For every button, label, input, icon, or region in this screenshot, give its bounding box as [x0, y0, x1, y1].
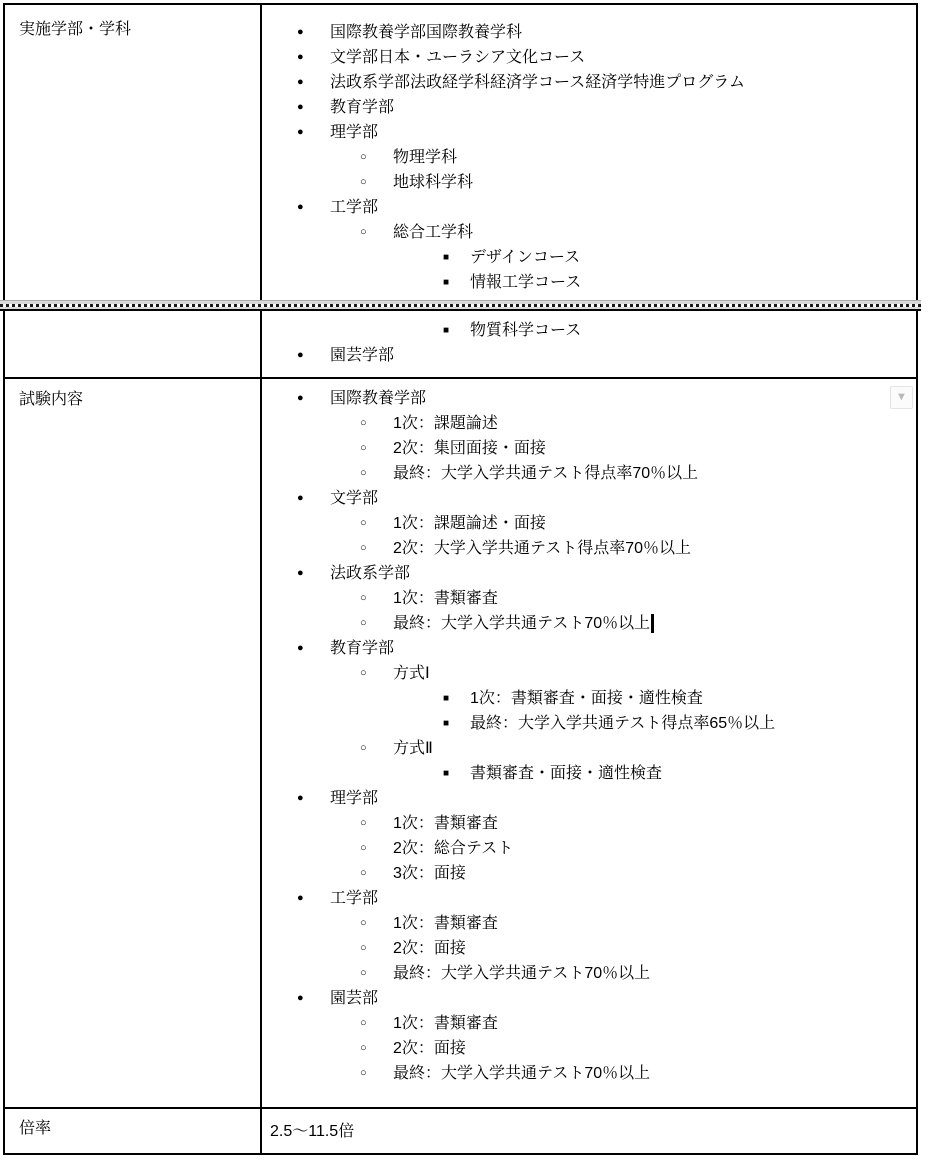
list-item-text: 2次：面接	[393, 940, 466, 957]
list-item[interactable]	[262, 786, 916, 811]
row-content-cell[interactable]	[262, 1109, 916, 1153]
list-item[interactable]	[262, 911, 916, 936]
list-item-text: 法政系学部	[330, 565, 411, 582]
bulleted-list	[262, 311, 916, 368]
bullet-icon: ○	[360, 417, 367, 429]
list-item-text: 工学部	[330, 199, 379, 216]
list-item[interactable]	[262, 461, 916, 486]
list-item[interactable]	[262, 761, 916, 786]
bullet-icon: ●	[297, 26, 304, 38]
list-item[interactable]	[262, 318, 916, 343]
list-item[interactable]	[262, 270, 916, 295]
list-item-text: 1次：書類審査	[393, 915, 498, 932]
dropdown-button[interactable]	[890, 386, 913, 409]
list-item-text: 2次：面接	[393, 1040, 466, 1057]
list-item[interactable]	[262, 386, 916, 411]
list-item-text: 1次：書類審査	[393, 590, 498, 607]
bullet-icon: ○	[360, 592, 367, 604]
row-header-cell-empty[interactable]	[5, 311, 262, 377]
ratio-value: 2.5〜11.5倍	[270, 1123, 355, 1140]
list-item-text: 理学部	[330, 790, 379, 807]
list-item-text: 文学部	[330, 490, 379, 507]
bullet-icon: ●	[297, 992, 304, 1004]
bullet-icon: ○	[360, 151, 367, 163]
list-item-text: 最終：大学入学共通テスト70％以上	[393, 615, 651, 632]
list-item-text: 書類審査・面接・適性検査	[470, 765, 663, 782]
bullet-icon: ●	[297, 392, 304, 404]
list-item[interactable]	[262, 511, 916, 536]
list-item-text: 方式Ⅱ	[393, 740, 433, 757]
page-break-divider	[0, 300, 921, 311]
list-item-text: 1次：書類審査	[393, 815, 498, 832]
list-item[interactable]	[262, 486, 916, 511]
bullet-icon: ●	[297, 567, 304, 579]
list-item[interactable]	[262, 886, 916, 911]
bullet-icon: ○	[360, 917, 367, 929]
bullet-icon: ●	[297, 892, 304, 904]
bullet-icon: ■	[443, 718, 450, 729]
list-item[interactable]	[262, 95, 916, 120]
bullet-icon: ○	[360, 226, 367, 238]
list-item[interactable]	[262, 636, 916, 661]
text-cursor	[651, 614, 654, 633]
list-item-text: 2次：総合テスト	[393, 840, 514, 857]
bullet-icon: ○	[360, 742, 367, 754]
list-item-text: 1次：課題論述・面接	[393, 515, 546, 532]
row-header-label: 実施学部・学科	[19, 21, 132, 38]
bullet-icon: ●	[297, 642, 304, 654]
admissions-table	[3, 3, 918, 1155]
bullet-icon: ○	[360, 1042, 367, 1054]
list-item[interactable]	[262, 1061, 916, 1086]
row-header-cell[interactable]	[5, 5, 262, 300]
list-item[interactable]	[262, 145, 916, 170]
bullet-icon: ■	[443, 277, 450, 288]
list-item[interactable]	[262, 586, 916, 611]
list-item-text: 3次：面接	[393, 865, 466, 882]
list-item-text: 1次：書類審査	[393, 1015, 498, 1032]
list-item-text: 2次：集団面接・面接	[393, 440, 546, 457]
bullet-icon: ●	[297, 51, 304, 63]
list-item[interactable]	[262, 711, 916, 736]
list-item-text: 情報工学コース	[470, 274, 582, 291]
bullet-icon: ○	[360, 517, 367, 529]
list-item[interactable]	[262, 436, 916, 461]
bullet-icon: ○	[360, 617, 367, 629]
list-item[interactable]	[262, 120, 916, 145]
bullet-icon: ■	[443, 325, 450, 336]
bullet-icon: ○	[360, 842, 367, 854]
bullet-icon: ○	[360, 176, 367, 188]
list-item-text: 園芸部	[330, 990, 379, 1007]
list-item-text: 法政系学部法政経学科経済学コース経済学特進プログラム	[330, 74, 746, 91]
bullet-icon: ●	[297, 349, 304, 361]
list-item[interactable]	[262, 561, 916, 586]
list-item-text: 1次：課題論述	[393, 415, 498, 432]
list-item[interactable]	[262, 245, 916, 270]
list-item[interactable]	[262, 661, 916, 686]
list-item-text: 教育学部	[330, 640, 395, 657]
bullet-icon: ○	[360, 542, 367, 554]
bullet-icon: ○	[360, 967, 367, 979]
bullet-icon: ■	[443, 693, 450, 704]
list-item[interactable]	[262, 45, 916, 70]
list-item[interactable]	[262, 861, 916, 886]
bullet-icon: ○	[360, 442, 367, 454]
table-row-ratio	[5, 1109, 916, 1153]
row-content-cell[interactable]	[262, 379, 916, 1107]
list-item-text: 物質科学コース	[470, 322, 582, 339]
list-item[interactable]	[262, 611, 916, 636]
bullet-icon: ●	[297, 101, 304, 113]
list-item[interactable]	[262, 961, 916, 986]
list-item[interactable]	[262, 811, 916, 836]
list-item[interactable]	[262, 411, 916, 436]
list-item[interactable]	[262, 536, 916, 561]
table-row-faculties	[5, 5, 916, 300]
list-item[interactable]	[262, 170, 916, 195]
list-item[interactable]	[262, 736, 916, 761]
list-item[interactable]	[262, 1036, 916, 1061]
list-item[interactable]	[262, 20, 916, 45]
row-header-cell[interactable]	[5, 1109, 262, 1153]
bulleted-list	[262, 379, 916, 1086]
list-item-text: 2次：大学入学共通テスト得点率70％以上	[393, 540, 692, 557]
list-item[interactable]	[262, 686, 916, 711]
bullet-icon: ○	[360, 867, 367, 879]
list-item-text: 教育学部	[330, 99, 395, 116]
list-item-text: 国際教養学部	[330, 390, 427, 407]
list-item-text: 最終：大学入学共通テスト70％以上	[393, 965, 651, 982]
list-item[interactable]	[262, 70, 916, 95]
bullet-icon: ●	[297, 492, 304, 504]
bullet-icon: ●	[297, 126, 304, 138]
bullet-icon: ●	[297, 76, 304, 88]
list-item[interactable]	[262, 986, 916, 1011]
list-item-text: 理学部	[330, 124, 379, 141]
row-content-cell[interactable]	[262, 5, 916, 300]
list-item-text: 最終：大学入学共通テスト70％以上	[393, 1065, 651, 1082]
bulleted-list	[262, 5, 916, 295]
row-header-label: 倍率	[19, 1120, 52, 1137]
bullet-icon: ●	[297, 792, 304, 804]
list-item[interactable]	[262, 1011, 916, 1036]
row-content-cell[interactable]	[262, 311, 916, 377]
list-item-text: 文学部日本・ユーラシア文化コース	[330, 49, 586, 66]
list-item-text: 最終：大学入学共通テスト得点率65％以上	[470, 715, 776, 732]
table-row-faculties-continued	[5, 311, 916, 379]
row-header-cell[interactable]	[5, 379, 262, 1107]
list-item[interactable]	[262, 836, 916, 861]
list-item-text: 最終：大学入学共通テスト得点率70％以上	[393, 465, 699, 482]
list-item-text: 1次：書類審査・面接・適性検査	[470, 690, 703, 707]
bullet-icon: ■	[443, 252, 450, 263]
list-item-text: 方式Ⅰ	[393, 665, 430, 682]
bullet-icon: ○	[360, 467, 367, 479]
list-item[interactable]	[262, 936, 916, 961]
bullet-icon: ●	[297, 201, 304, 213]
list-item-text: 国際教養学部国際教養学科	[330, 24, 523, 41]
bullet-icon: ○	[360, 942, 367, 954]
row-header-label: 試験内容	[19, 391, 84, 408]
list-item[interactable]	[262, 343, 916, 368]
list-item-text: 工学部	[330, 890, 379, 907]
dropdown-arrow-icon: ▼	[896, 391, 907, 403]
bullet-icon: ○	[360, 1067, 367, 1079]
table-row-exam-content	[5, 379, 916, 1109]
bullet-icon: ○	[360, 817, 367, 829]
list-item[interactable]	[262, 220, 916, 245]
list-item-text: デザインコース	[470, 249, 581, 266]
bullet-icon: ■	[443, 768, 450, 779]
list-item-text: 地球科学科	[393, 174, 474, 191]
list-item[interactable]	[262, 195, 916, 220]
bullet-icon: ○	[360, 1017, 367, 1029]
list-item-text: 園芸学部	[330, 347, 395, 364]
bullet-icon: ○	[360, 667, 367, 679]
list-item-text: 総合工学科	[393, 224, 474, 241]
list-item-text: 物理学科	[393, 149, 458, 166]
